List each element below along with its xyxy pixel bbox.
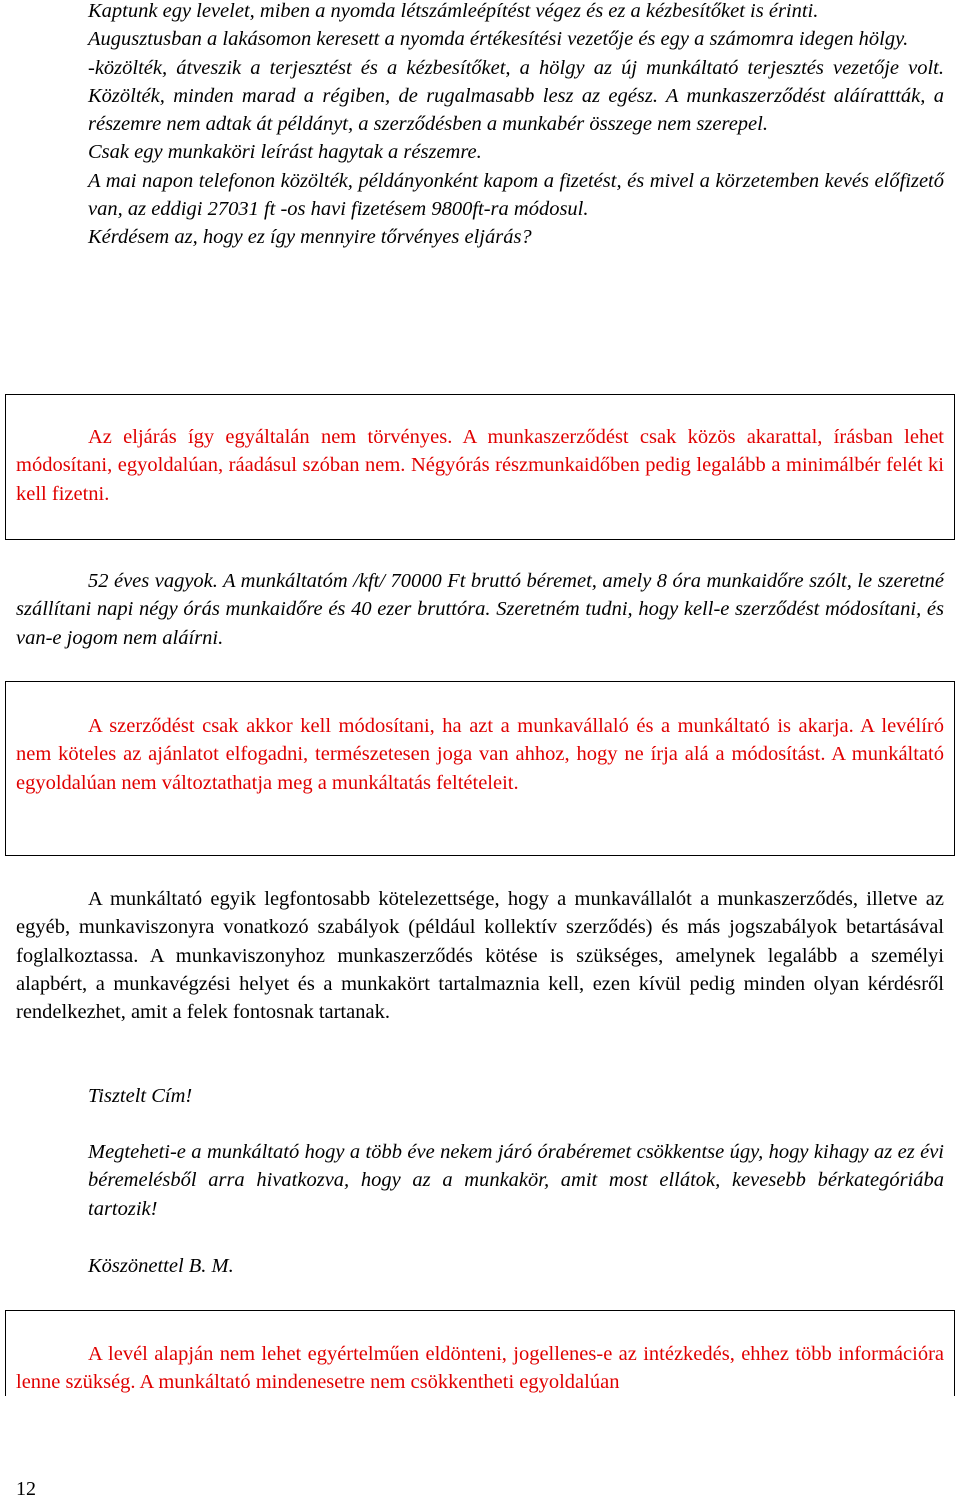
answer-1-s1: Az eljárás így egyáltalán nem törvényes. [88,426,453,448]
answer-1-s3: Négyórás részmunkaidőben pedig legalább a minimálbér felét ki kell fizetni. [16,454,945,505]
question-1-line-5: A mai napon telefonon közölték, példányonként kapom a fizetést, és mivel a körzetemben kevés előfizető van, az eddigi 27031 ft -os havi fizetésem 9800ft-ra módosul. [88,169,944,221]
question-3-greeting: Tisztelt Cím! [88,1085,193,1107]
question-3-body: Megteheti-e a munkáltató hogy a több éve nekem járó órabéremet csökkentse úgy, hogy kihagy az ez évi béremelésből arra hivatkozva, hogy az a munkakör, amit most ellátok, kevesebb bérkategóriába tartozik! [88,1141,944,1220]
answer-3 [16,1340,944,1397]
question-1-line-3: -közölték, átveszik a terjesztést és a kézbesítőket, a hölgy az új munkáltató terjesztés vezetője volt. Közölték, minden marad a régiben, de rugalmasabb lesz az egész. A munkaszerződést aláírattták, a részemre nem adtak át példányt, a szerződésben a munkabér összege nem szerepel. [88,56,944,136]
answer-3-s2: A munkáltató mindenesetre nem csökkentheti egyoldalúan [139,1371,620,1394]
answer-2-s2: A levélíró nem köteles az ajánlatot elfogadni, természetesen joga van ahhoz, hogy ne írja alá a módosítást. [16,715,944,766]
question-3-closing: Köszönettel B. M. [88,1255,234,1277]
answer-2-s1: A szerződést csak akkor kell módosítani, ha azt a munkavállaló és a munkáltató is akarja. [88,715,854,737]
answer-1 [16,423,944,508]
question-1-line-4: Csak egy munkaköri leírást hagytak a részemre. [88,141,482,164]
answer-3-s1: A levél alapján nem lehet egyértelműen eldönteni, jogellenes-e az intézkedés, ehhez több információra lenne szükség. [16,1343,944,1394]
answer-2-s3: A munkáltató egyoldalúan nem változtathatja meg a munkáltatás feltételeit. [16,743,944,794]
question-1-line-2: Augusztusban a lakásomon keresett a nyomda értékesítési vezetője és egy a számomra idegen hölgy. [88,28,909,51]
question-2-s2: A munkáltatóm /kft/ 70000 Ft bruttó béremet, amely 8 óra munkaidőre szólt, le szeretné szállítani napi négy órás munkaidőre és 40 ezer bruttóra. [16,570,944,621]
question-2 [16,567,944,652]
question-1-line-6: Kérdésem az, hogy ez így mennyire tőrvényes eljárás? [88,226,532,249]
question-1-line-1: Kaptunk egy levelet, miben a nyomda létszámleépítést végez és ez a kézbesítőket is érinti. [88,0,819,22]
page-number: 12 [16,1478,36,1500]
general-paragraph [16,885,944,1026]
answer-1-s2: A munkaszerződést csak közös akarattal, írásban lehet módosítani, egyoldalúan, ráadásul szóban nem. [16,426,944,477]
question-2-s1: 52 éves vagyok. [88,570,218,592]
general-s1: A munkáltató egyik legfontosabb kötelezettsége, hogy a munkavállalót a munkaszerződés, illetve az egyéb, munkaviszonyra vonatkozó szabályok (például kollektív szerződés) és más jogszabályok betartásával foglalkoztassa. [16,888,944,967]
answer-2 [16,712,944,797]
question-2-s3: Szeretném tudni, hogy kell-e szerződést módosítani, és van-e jogom nem aláírni. [16,598,945,649]
general-s2: A munkaviszonyhoz munkaszerződés kötése is szükséges, amelynek legalább a személyi alapbért, a munkavégzési helyet és a munkakört tartalmaznia kell, ezen kívül pedig minden olyan kérdésről rendelkezhet, amit a felek fontosnak tartanak. [16,944,945,1024]
question-1 [88,0,944,252]
